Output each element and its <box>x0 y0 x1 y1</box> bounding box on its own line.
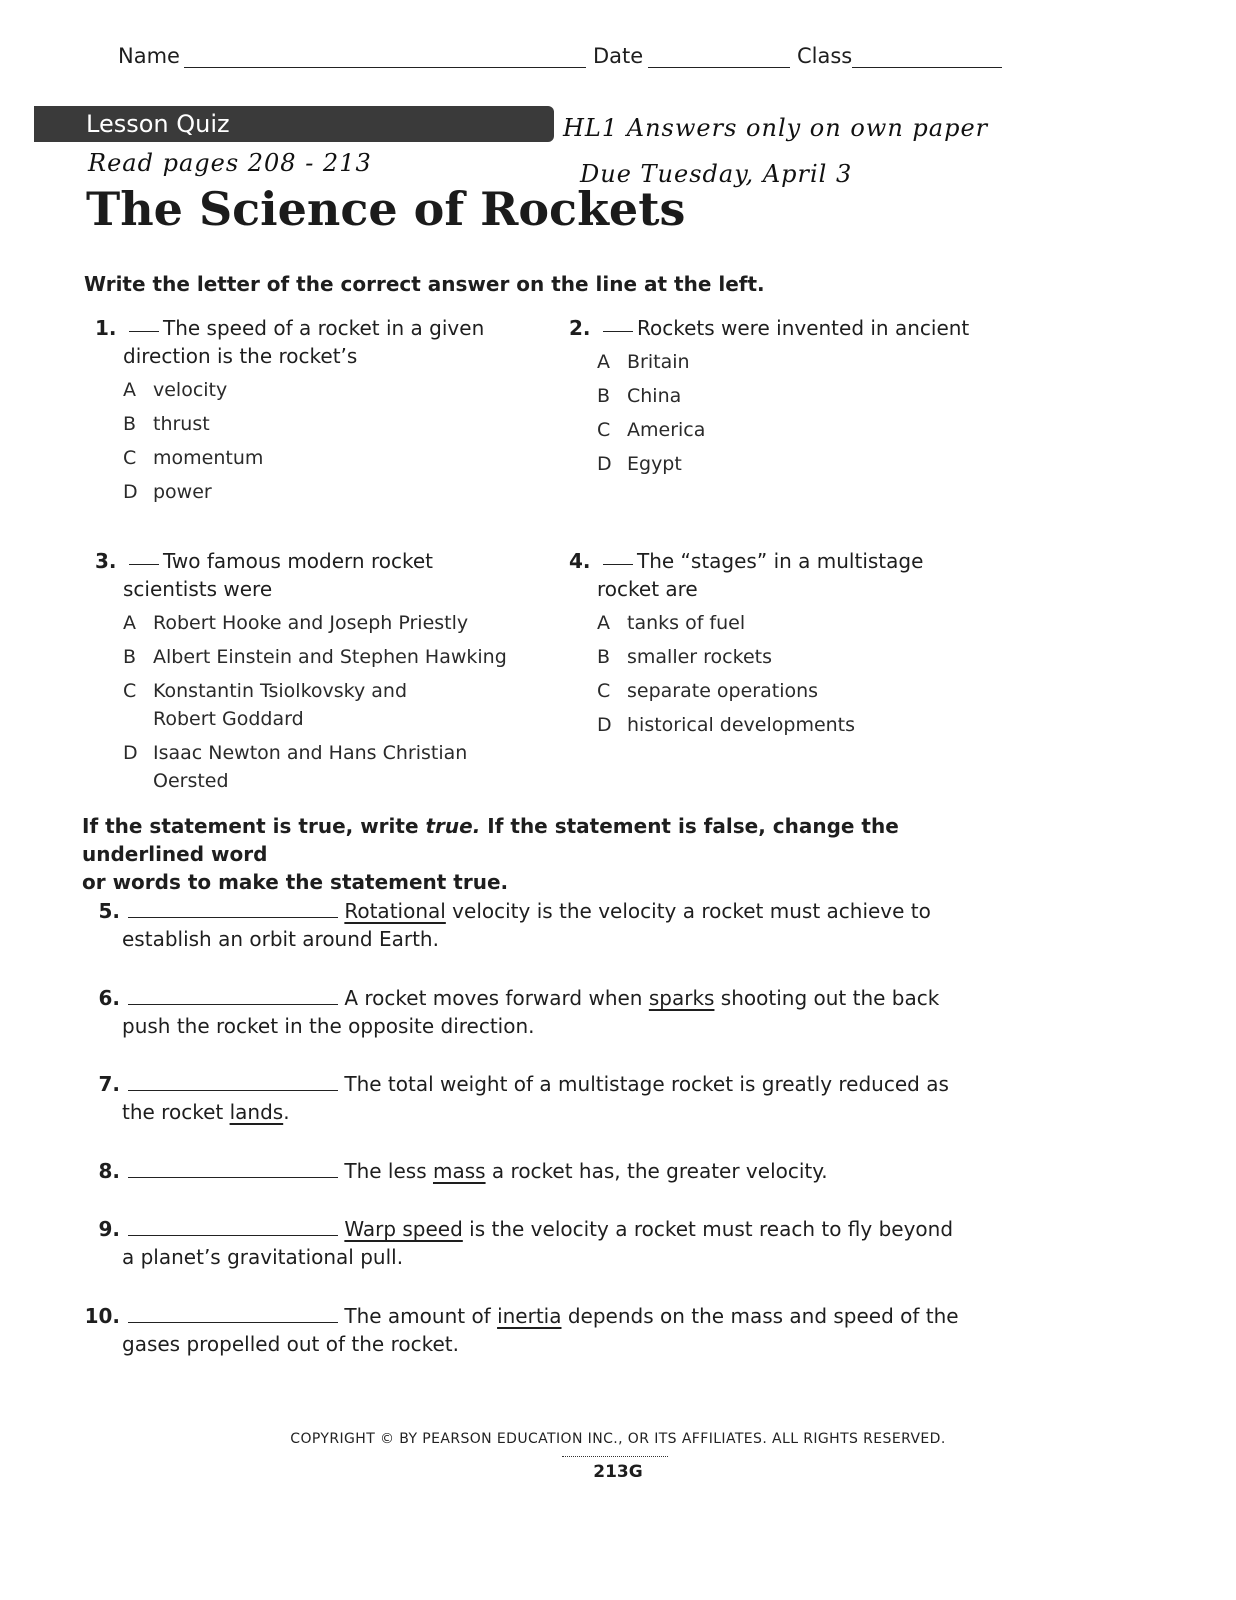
answer-blank[interactable] <box>129 564 159 565</box>
answer-blank[interactable] <box>128 1322 338 1323</box>
statement-number: 10. <box>84 1304 120 1328</box>
answer-option <box>95 478 535 506</box>
statement-cont: push the rocket in the opposite direction. <box>122 1014 535 1038</box>
answer-blank[interactable] <box>128 917 338 918</box>
statement-cont <box>84 1098 964 1126</box>
answer-blank[interactable] <box>128 1177 338 1178</box>
option-letter: C <box>123 680 137 702</box>
page-title: The Science of Rockets <box>86 182 686 236</box>
option-letter: B <box>597 385 611 407</box>
question-number: 4. <box>569 549 591 573</box>
name-field[interactable] <box>184 67 586 68</box>
statement-text: velocity is the velocity a rocket must achieve to <box>445 899 931 923</box>
option-text: Albert Einstein and Stephen Hawking <box>153 646 507 668</box>
statement-text: A rocket moves forward when <box>344 986 649 1010</box>
date-field[interactable] <box>648 67 790 68</box>
statement-number: 7. <box>98 1072 120 1096</box>
answer-option <box>95 643 535 671</box>
dotted-divider <box>562 1456 668 1457</box>
answer-option <box>95 739 535 795</box>
option-letter: D <box>597 714 612 736</box>
copyright-notice: COPYRIGHT © BY PEARSON EDUCATION INC., OR ITS AFFILIATES. ALL RIGHTS RESERVED. <box>290 1431 946 1447</box>
statement-7 <box>84 1070 964 1126</box>
answer-option <box>95 376 535 404</box>
option-text: Britain <box>627 351 690 373</box>
option-letter: A <box>123 379 136 401</box>
section2-instr-part-c: or words to make the statement true. <box>82 870 509 894</box>
statement-number: 9. <box>98 1217 120 1241</box>
statement-cont: gases propelled out of the rocket. <box>122 1332 459 1356</box>
question-stem: The speed of a rocket in a given <box>163 316 485 340</box>
name-label: Name <box>118 44 180 68</box>
option-text: Robert Hooke and Joseph Priestly <box>153 612 469 634</box>
statement-text: is the velocity a rocket must reach to fly beyond <box>462 1217 954 1241</box>
answer-option <box>569 450 1009 478</box>
statement-text: The total weight of a multistage rocket is greatly reduced as <box>344 1072 949 1096</box>
option-text: Isaac Newton and Hans Christian Oersted <box>153 742 468 792</box>
answer-blank[interactable] <box>128 1235 338 1236</box>
question-stem: Rockets were invented in ancient <box>637 316 970 340</box>
answer-blank[interactable] <box>128 1090 338 1091</box>
option-text: smaller rockets <box>627 646 772 668</box>
answer-blank[interactable] <box>129 331 159 332</box>
answer-option <box>569 348 1009 376</box>
answer-option <box>569 711 1009 739</box>
statement-8 <box>84 1157 964 1185</box>
statement-number: 5. <box>98 899 120 923</box>
answer-blank[interactable] <box>128 1004 338 1005</box>
option-text: historical developments <box>627 714 856 736</box>
underlined-term: lands <box>229 1100 284 1124</box>
answer-option <box>569 382 1009 410</box>
option-letter: A <box>597 612 610 634</box>
option-letter: B <box>123 413 137 435</box>
option-text: thrust <box>153 413 210 435</box>
option-letter: A <box>123 612 136 634</box>
question-stem-cont: rocket are <box>597 577 698 601</box>
page-number: 213G <box>593 1462 643 1482</box>
question-1 <box>95 314 535 506</box>
question-2 <box>569 314 1009 478</box>
class-label: Class <box>797 44 853 68</box>
option-letter: C <box>597 419 611 441</box>
section2-instructions <box>82 812 1012 896</box>
statement-text: shooting out the back <box>714 986 940 1010</box>
underlined-term: Warp speed <box>344 1217 463 1241</box>
option-letter: C <box>597 680 611 702</box>
option-letter: D <box>597 453 612 475</box>
question-stem-cont: scientists were <box>123 577 273 601</box>
statement-cont: a planet’s gravitational pull. <box>122 1245 404 1269</box>
answer-option <box>569 643 1009 671</box>
option-text: velocity <box>153 379 228 401</box>
question-3 <box>95 547 535 795</box>
question-number: 2. <box>569 316 591 340</box>
statement-9 <box>84 1215 964 1271</box>
section2-instr-part-b: If the statement is false, change the underlined word <box>82 814 899 866</box>
statement-6 <box>84 984 964 1040</box>
statement-text: The amount of <box>344 1304 498 1328</box>
answer-option <box>569 416 1009 444</box>
statement-5 <box>84 897 964 953</box>
section2-instr-part-a: If the statement is true, write <box>82 814 426 838</box>
statement-text: depends on the mass and speed of the <box>561 1304 959 1328</box>
lesson-quiz-banner <box>34 106 554 142</box>
option-text: Konstantin Tsiolkovsky and Robert Goddard <box>153 680 408 730</box>
statement-cont: establish an orbit around Earth. <box>122 927 439 951</box>
question-stem: Two famous modern rocket <box>163 549 433 573</box>
option-letter: B <box>123 646 137 668</box>
option-text: separate operations <box>627 680 819 702</box>
answer-option <box>569 677 1009 705</box>
question-stem-cont: direction is the rocket’s <box>123 344 358 368</box>
statement-10 <box>84 1302 964 1358</box>
answer-option <box>95 410 535 438</box>
answer-option <box>95 444 535 472</box>
option-text: Egypt <box>627 453 682 475</box>
statement-number: 8. <box>98 1159 120 1183</box>
banner-label: Lesson Quiz <box>86 110 230 138</box>
question-stem: The “stages” in a multistage <box>637 549 924 573</box>
answer-blank[interactable] <box>603 331 633 332</box>
option-text: momentum <box>153 447 264 469</box>
question-4 <box>569 547 1009 739</box>
statement-text: the rocket <box>122 1100 230 1124</box>
underlined-term: Rotational <box>344 899 446 923</box>
answer-option <box>95 609 535 637</box>
option-letter: C <box>123 447 137 469</box>
option-letter: B <box>597 646 611 668</box>
statement-text: . <box>283 1100 290 1124</box>
handwritten-note-due: Due Tuesday, April 3 <box>580 160 853 188</box>
answer-option <box>569 609 1009 637</box>
underlined-term: sparks <box>648 986 715 1010</box>
handwritten-note-answers: HL1 Answers only on own paper <box>563 114 989 142</box>
section2-instr-true: true. <box>425 814 481 838</box>
underlined-term: inertia <box>497 1304 562 1328</box>
answer-option <box>95 677 471 733</box>
statement-text: a rocket has, the greater velocity. <box>485 1159 828 1183</box>
question-number: 1. <box>95 316 117 340</box>
option-text: tanks of fuel <box>627 612 746 634</box>
statement-text: The less <box>344 1159 433 1183</box>
class-field[interactable] <box>852 67 1002 68</box>
handwritten-note-read-pages: Read pages 208 - 213 <box>88 149 372 177</box>
option-text: power <box>153 481 212 503</box>
question-number: 3. <box>95 549 117 573</box>
option-letter: D <box>123 742 138 764</box>
statement-number: 6. <box>98 986 120 1010</box>
section1-instructions: Write the letter of the correct answer on the line at the left. <box>84 272 765 296</box>
date-label: Date <box>593 44 644 68</box>
answer-blank[interactable] <box>603 564 633 565</box>
underlined-term: mass <box>432 1159 486 1183</box>
option-letter: A <box>597 351 610 373</box>
option-text: China <box>627 385 682 407</box>
option-text: America <box>627 419 706 441</box>
option-letter: D <box>123 481 138 503</box>
